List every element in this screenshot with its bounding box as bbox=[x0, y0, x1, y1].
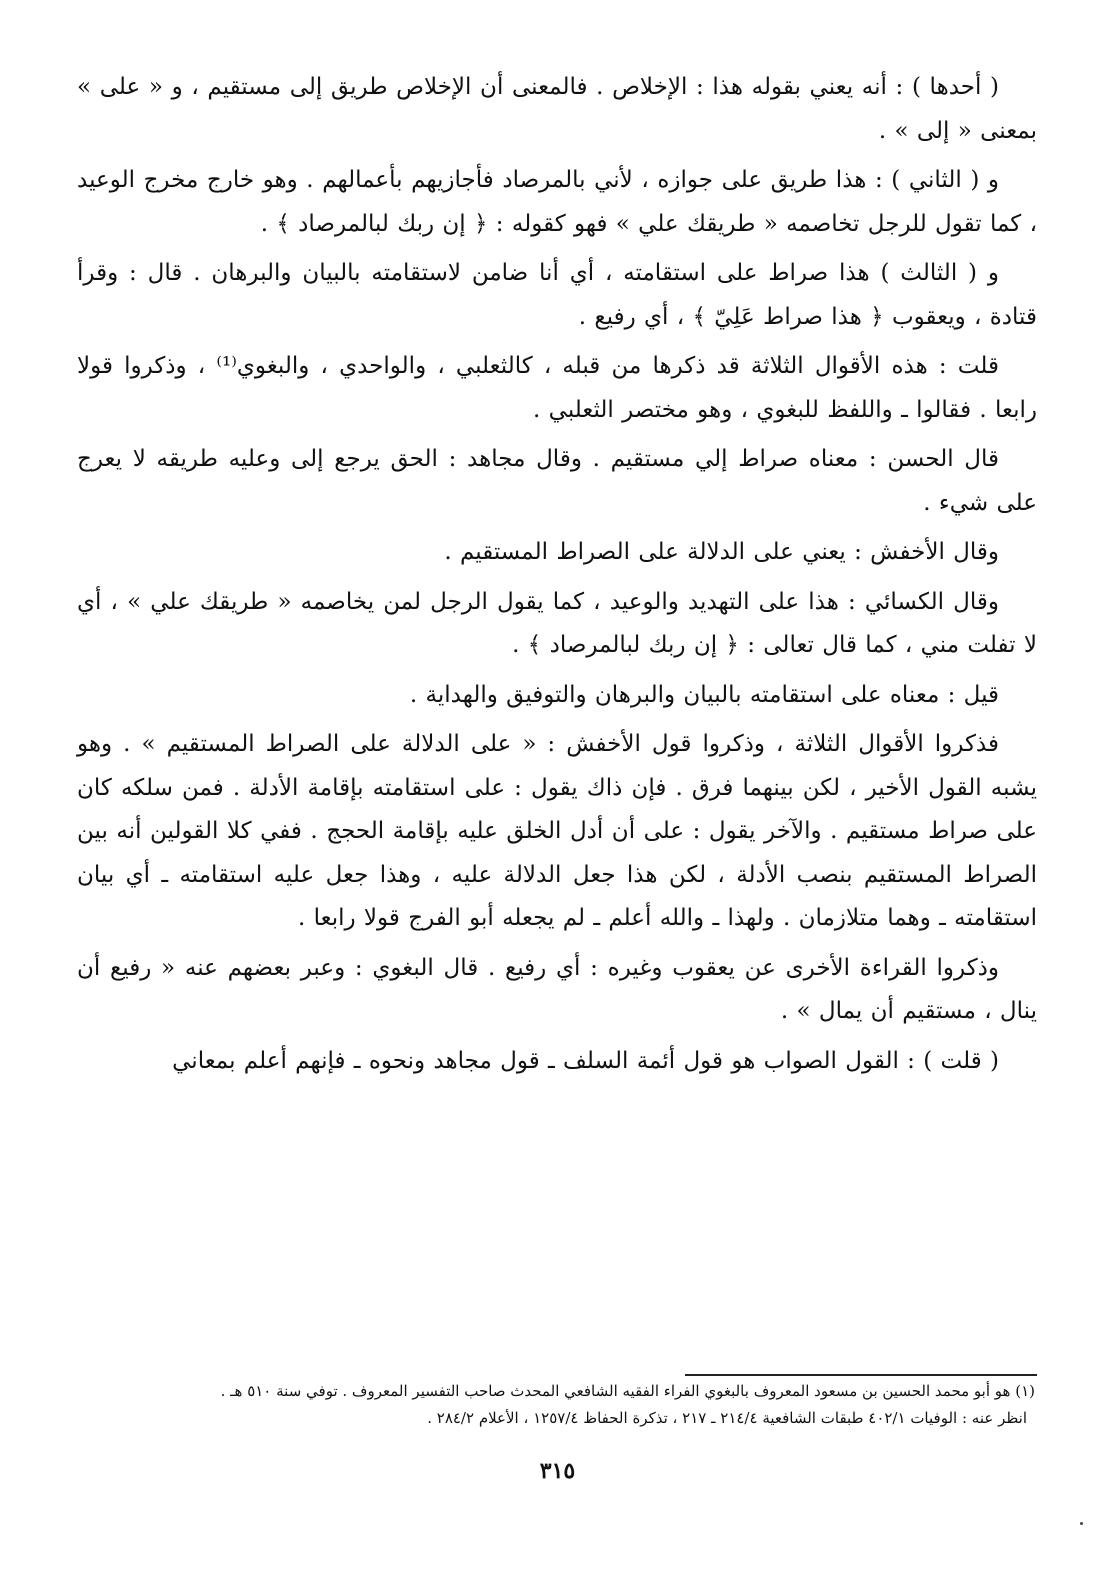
footnote-1: (١) هو أبو محمد الحسين بن مسعود المعروف بالبغوي الفراء الفقيه الشافعي المحدث صاحب التفسير المعروف . توفي سنة ٥١٠ هـ . bbox=[220, 1382, 1035, 1400]
paragraph-comparison: فذكروا الأقوال الثلاثة ، وذكروا قول الأخفش : « على الدلالة على الصراط المستقيم » . وهو يشبه القول الأخير ، لكن بينهما فرق . فإن ذاك يقول : على استقامته بإقامة الأدلة . فمن سلكه كان على صراط مستقيم . والآخر يقول : على أن أدل الخلق عليه بإقامة الحجج . ففي كلا القولين أنه بين الصراط المستقيم بنصب الأدلة ، لكن هذا جعل الدلالة عليه ، وهذا جعل عليه استقامته ـ أي بيان استقامته ـ وهما متلازمان . ولهذا ـ والله أعلم ـ لم يجعله أبو الفرج قولا رابعا . bbox=[77, 731, 1037, 931]
paragraph-second-opinion: و ( الثاني ) : هذا طريق على جوازه ، لأني بالمرصاد فأجازيهم بأعمالهم . وهو خارج مخرج الوعيد ، كما تقول للرجل تخاصمه « طريقك علي » فهو كقوله : ﴿ إن ربك لبالمرصاد ﴾ . bbox=[77, 167, 1037, 237]
paragraph-akhfash: وقال الأخفش : يعني على الدلالة على الصراط المستقيم . bbox=[444, 539, 999, 565]
footnotes bbox=[75, 1378, 1035, 1432]
page-number: ٣١٥ bbox=[539, 1458, 576, 1484]
paragraph-other-reading: وذكروا القراءة الأخرى عن يعقوب وغيره : أي رفيع . قال البغوي : وعبر بعضهم عنه « رفيع أن ينال ، مستقيم أن يمال » . bbox=[77, 954, 1037, 1024]
paragraph-qila: قيل : معناه على استقامته بالبيان والبرهان والتوفيق والهداية . bbox=[409, 681, 999, 708]
main-text bbox=[77, 66, 1037, 1083]
paragraph-author-note: قلت : هذه الأقوال الثلاثة قد ذكرها من قبله ، كالثعلبي ، والواحدي ، والبغوي⁽¹⁾ ، وذكروا قولا رابعا . فقالوا ـ واللفظ للبغوي ، وهو مختصر الثعلبي . bbox=[77, 353, 1037, 423]
paragraph-conclusion: ( قلت ) : القول الصواب هو قول أئمة السلف ـ قول مجاهد ونحوه ـ فإنهم أعلم بمعاني bbox=[172, 1047, 999, 1074]
paragraph-kisai: وقال الكسائي : هذا على التهديد والوعيد ، كما يقول الرجل لمن يخاصمه « طريقك علي » ، أي لا تفلت مني ، كما قال تعالى : ﴿ إن ربك لبالمرصاد ﴾ . bbox=[77, 588, 1037, 658]
paragraph-hasan-mujahid: قال الحسن : معناه صراط إلي مستقيم . وقال مجاهد : الحق يرجع إلى وعليه طريقه لا يعرج على شيء . bbox=[77, 446, 1037, 516]
footnote-1-sources: انظر عنه : الوفيات ٤٠٢/١ طبقات الشافعية ٢١٤/٤ ـ ٢١٧ ، تذكرة الحفاظ ١٢٥٧/٤ ، الأعلام ٢٨٤/٢ . bbox=[427, 1409, 1027, 1427]
scan-speck bbox=[1080, 1522, 1083, 1525]
paragraph-third-opinion: و ( الثالث ) هذا صراط على استقامته ، أي أنا ضامن لاستقامته بالبيان والبرهان . قال : وقرأ قتادة ، ويعقوب ﴿ هذا صراط عَلِيّ ﴾ ، أي رفيع . bbox=[77, 260, 1037, 330]
footnote-divider bbox=[685, 1374, 1037, 1376]
paragraph-first-opinion: ( أحدها ) : أنه يعني بقوله هذا : الإخلاص . فالمعنى أن الإخلاص طريق إلى مستقيم ، و « على » بمعنى « إلى » . bbox=[77, 74, 1037, 144]
